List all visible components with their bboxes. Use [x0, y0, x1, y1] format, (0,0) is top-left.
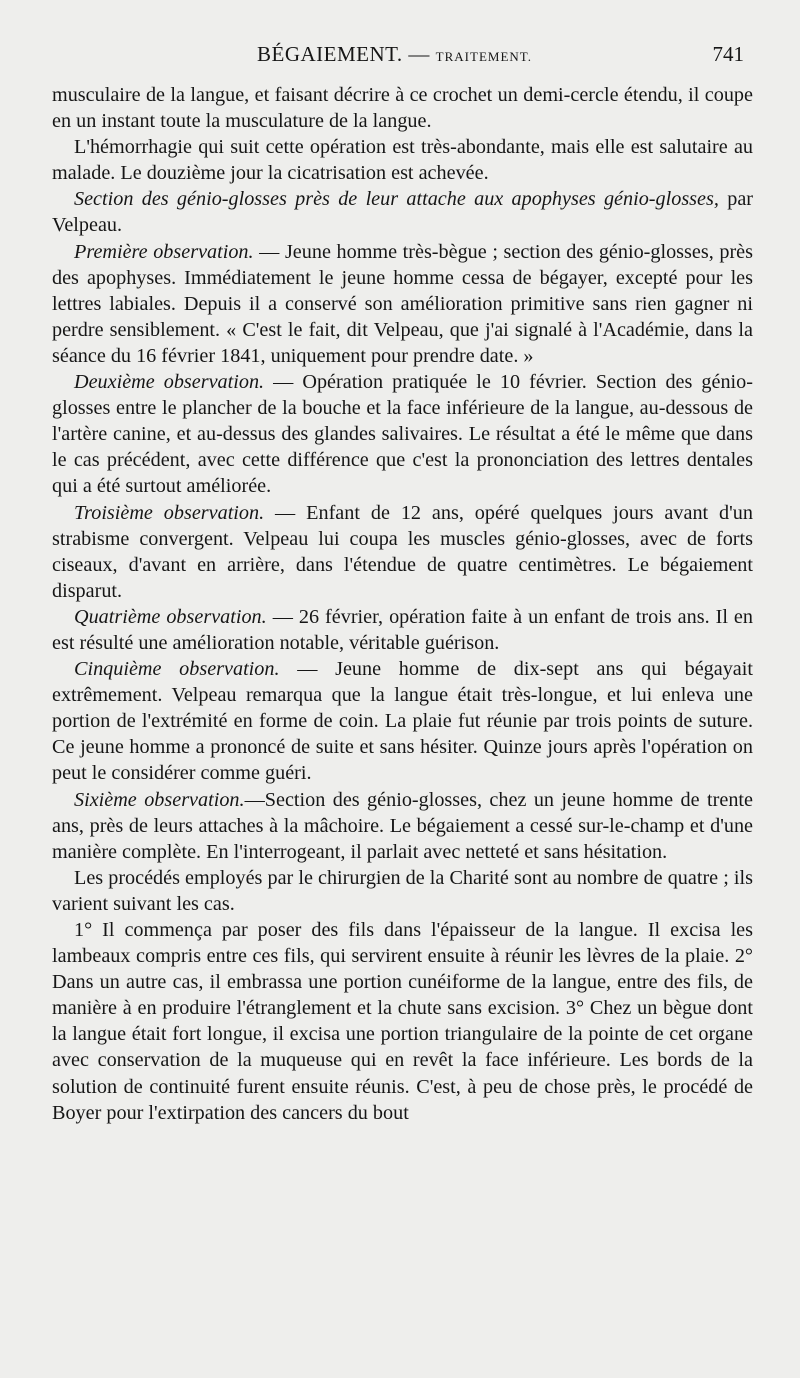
paragraph: [52, 917, 753, 1126]
paragraph-text: — Jeune homme de dix-sept ans qui bégayait extrêmement. Velpeau remarqua que la langue était très-longue, et lui enleva une portion de l'extrémité en forme de coin. La plaie fut réunie par trois points de suture. Ce jeune homme a prononcé de suite et sans hésiter. Quinze jours après l'opération on peut le considérer comme guéri.: [52, 658, 753, 785]
running-header: [52, 42, 752, 76]
paragraph: [52, 82, 753, 134]
paragraph-lead: Première observation.: [74, 240, 254, 263]
paragraph-text: 1° Il commença par poser des fils dans l'épaisseur de la langue. Il excisa les lambeaux compris entre ces fils, qui servirent ensuite à réunir les lèvres de la plaie. 2° Dans un autre cas, il embrassa une portion cunéiforme de la langue, entre des fils, de manière à en produire l'étranglement et la chute sans excision. 3° Chez un bègue dont la langue était fort longue, il excisa une portion triangulaire de la pointe de cet organe avec conservation de la muqueuse qui en revêt la face inférieure. Les bords de la solution de continuité furent ensuite réunis. C'est, à peu de chose près, le procédé de Boyer pour l'extirpation des cancers du bout: [52, 919, 753, 1124]
paragraph: [52, 604, 753, 656]
paragraph: [52, 865, 753, 917]
paragraph-text: musculaire de la langue, et faisant décrire à ce crochet un demi-cercle étendu, il coupe en un instant toute la musculature de la langue.: [52, 84, 753, 133]
paragraph: [52, 500, 753, 604]
paragraph-text: par Velpeau.: [52, 188, 754, 237]
paragraph-lead: Deuxième observation.: [74, 371, 265, 394]
paragraph: [52, 787, 753, 865]
paragraph-text: — Enfant de 12 ans, opéré quelques jours avant d'un strabisme convergent. Velpeau lui coupa les muscles génio-glosses, avec de forts ciseaux, d'avant en arrière, dans l'étendue de quatre centimètres. Le bégaiement disparut.: [52, 501, 753, 602]
paragraph-text: — Jeune homme très-bègue ; section des génio-glosses, près des apophyses. Immédiatement le jeune homme cessa de bégayer, excepté pour les lettres labiales. Depuis il a conservé son amélioration primitive sans rien gagner ni perdre sensiblement. « C'est le fait, dit Velpeau, que j'ai signalé à l'Académie, dans la séance du 16 février 1841, uniquement pour prendre date. »: [52, 240, 753, 367]
paragraph-text: — 26 février, opération faite à un enfant de trois ans. Il en est résulté une amélioration notable, véritable guérison.: [52, 605, 753, 654]
paragraph-lead: Troisième observation.: [74, 501, 265, 524]
header-dash: —: [402, 42, 436, 66]
running-title: [257, 42, 532, 67]
page-number: 741: [712, 42, 744, 66]
paragraph: [52, 656, 753, 786]
header-title-main: BÉGAIEMENT.: [257, 42, 403, 66]
paragraph: [52, 239, 753, 369]
paragraph-text: Les procédés employés par le chirurgien de la Charité sont au nombre de quatre ; ils varient suivant les cas.: [52, 866, 753, 915]
paragraph-text: L'hémorrhagie qui suit cette opération est très-abondante, mais elle est salutaire au malade. Le douzième jour la cicatrisation est achevée.: [52, 136, 753, 185]
paragraph: [52, 186, 753, 238]
paragraph-text: —Section des génio-glosses, chez un jeune homme de trente ans, près de leurs attaches à la mâchoire. Le bégaiement a cessé sur-le-champ et d'une manière complète. En l'interrogeant, il parlait avec netteté et sans hésitation.: [52, 788, 753, 863]
paragraph-lead: Sixième observation.: [74, 788, 245, 811]
header-subtitle: TRAITEMENT.: [435, 49, 532, 64]
body-text: [52, 82, 753, 1126]
paragraph-lead: Quatrième observation.: [74, 605, 267, 628]
paragraph: [52, 369, 753, 499]
paragraph: [52, 134, 753, 186]
paragraph-lead: Cinquième observation.: [74, 658, 280, 681]
paragraph-lead: Section des génio-glosses près de leur attache aux apophyses génio-glosses,: [74, 188, 719, 211]
paragraph-text: — Opération pratiquée le 10 février. Section des génio-glosses entre le plancher de la bouche et la face inférieure de la langue, au-dessous de l'artère canine, et au-dessus des glandes salivaires. Le résultat a été le même que dans le cas précédent, avec cette différence que c'est la prononciation des lettres dentales qui a été surtout améliorée.: [52, 371, 753, 498]
